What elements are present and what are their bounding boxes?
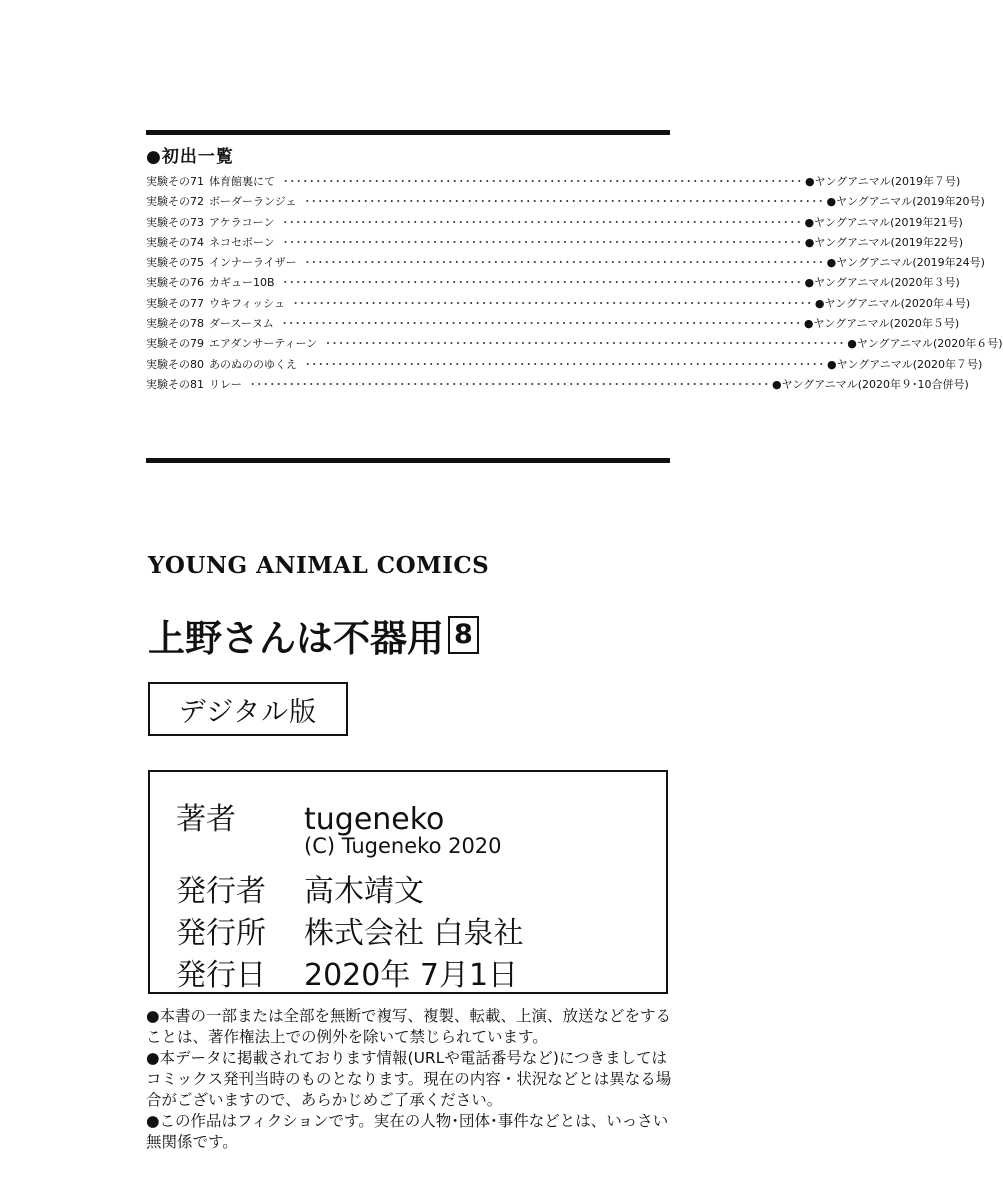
episode-title: ネコセボーン	[209, 235, 275, 249]
episode-number: 実験その77	[146, 296, 204, 310]
book-title-line	[148, 608, 479, 662]
date-label: 発行日	[176, 958, 266, 993]
company-label: 発行所	[176, 916, 266, 951]
magazine-issue: ●ヤングアニマル(2020年３号)	[804, 276, 960, 290]
episode-number: 実験その81	[146, 377, 204, 391]
episode-number: 実験その79	[146, 337, 204, 351]
episode-number: 実験その78	[146, 317, 204, 331]
episode-number: 実験その75	[146, 256, 204, 270]
edition-badge: デジタル版	[148, 682, 348, 736]
book-title: 上野さんは不器用	[148, 617, 444, 660]
notice-item: ●この作品はフィクションです。実在の人物･団体･事件などとは、いっさい無関係です。	[146, 1112, 669, 1151]
episode-number: 実験その71	[146, 175, 204, 188]
leader-dots: ････････････････････････････････････････････････････････････････････････････････	[304, 256, 825, 270]
first-publication-entry	[146, 335, 1003, 355]
episode-title: リレー	[209, 377, 242, 391]
first-publication-heading: ●初出一覧	[146, 147, 234, 167]
leader-dots: ････････････････････････････････････････････････････････････････････････････････	[282, 276, 803, 290]
magazine-issue: ●ヤングアニマル(2019年７号)	[805, 175, 961, 188]
magazine-issue: ●ヤングアニマル(2020年４号)	[814, 296, 971, 310]
episode-title: カギュー10B	[209, 276, 275, 290]
episode-title: ボーダーランジェ	[209, 195, 297, 209]
magazine-issue: ●ヤングアニマル(2019年21号)	[804, 215, 963, 229]
episode-title: あのぬののゆくえ	[209, 357, 297, 371]
magazine-issue: ●ヤングアニマル(2019年20号)	[826, 195, 985, 209]
episode-title: エアダンサーティーン	[209, 337, 318, 351]
colophon-box	[148, 770, 668, 994]
leader-dots: ････････････････････････････････････････････････････････････････････････････････	[282, 215, 803, 229]
publisher-row	[176, 866, 424, 910]
episode-number: 実験その72	[146, 195, 204, 209]
episode-number: 実験その73	[146, 215, 204, 229]
company-value: 株式会社 白泉社	[304, 916, 524, 951]
magazine-issue: ●ヤングアニマル(2020年６号)	[847, 337, 1003, 351]
notice-item: ●本書の一部または全部を無断で複写、複製、転載、上演、放送などをすることは、著作権法上での例外を除いて禁じられています。	[146, 1007, 672, 1046]
leader-dots: ････････････････････････････････････････････････････････････････････････････････	[282, 235, 803, 249]
top-rule	[146, 130, 670, 135]
leader-dots: ････････････････････････････････････････････････････････････････････････････････	[250, 377, 770, 391]
episode-title: ウキフィッシュ	[209, 296, 285, 310]
magazine-issue: ●ヤングアニマル(2020年９･10合併号)	[772, 377, 969, 391]
episode-number: 実験その80	[146, 357, 204, 371]
author-value: tugeneko	[304, 802, 445, 837]
publisher-label: 発行者	[176, 874, 266, 909]
magazine-issue: ●ヤングアニマル(2020年７号)	[827, 357, 983, 371]
publisher-value: 高木靖文	[304, 874, 424, 909]
first-publication-entry	[146, 315, 960, 335]
episode-number: 実験その76	[146, 276, 204, 290]
series-name: YOUNG ANIMAL COMICS	[148, 552, 490, 579]
first-publication-entry	[146, 274, 960, 294]
episode-title: インナーライザー	[209, 256, 297, 270]
first-publication-entry	[146, 254, 985, 274]
magazine-issue: ●ヤングアニマル(2019年24号)	[826, 256, 985, 270]
date-value: 2020年 7月1日	[304, 958, 519, 993]
first-publication-entry	[146, 214, 963, 234]
magazine-issue: ●ヤングアニマル(2019年22号)	[804, 235, 964, 249]
first-publication-entry	[146, 376, 969, 396]
leader-dots: ････････････････････････････････････････････････････････････････････････････････	[305, 357, 825, 371]
leader-dots: ････････････････････････････････････････････････････････････････････････････････	[292, 296, 813, 310]
copyright-line: (C) Tugeneko 2020	[304, 834, 502, 858]
episode-title: ダースーヌム	[209, 317, 274, 331]
first-publication-entry	[146, 193, 985, 213]
first-publication-entry	[146, 356, 983, 376]
leader-dots: ････････････････････････････････････････････････････････････････････････････････	[283, 175, 803, 188]
episode-number: 実験その74	[146, 235, 204, 249]
leader-dots: ････････････････････････････････････････････････････････････････････････････････	[304, 195, 825, 209]
bottom-rule	[146, 458, 670, 463]
date-row	[176, 950, 518, 994]
volume-badge: 8	[448, 616, 479, 654]
notices-list	[146, 1006, 682, 1153]
company-row	[176, 908, 524, 952]
first-publication-entry	[146, 295, 971, 315]
leader-dots: ････････････････････････････････････････････････････････････････････････････････	[281, 317, 802, 331]
episode-title: アケラコーン	[209, 215, 275, 229]
first-publication-list	[146, 173, 1003, 396]
episode-title: 体育館裏にて	[209, 175, 275, 188]
first-publication-entry	[146, 173, 961, 193]
magazine-issue: ●ヤングアニマル(2020年５号)	[803, 317, 960, 331]
author-row	[176, 794, 444, 838]
notice-item: ●本データに掲載されております情報(URLや電話番号など)につきましてはコミックス発刊当時のものとなります。現在の内容・状況などとは異なる場合がございますので、あらかじめご了承ください。	[146, 1049, 672, 1109]
leader-dots: ････････････････････････････････････････････････････････････････････････････････	[325, 337, 846, 351]
author-label: 著者	[176, 802, 236, 837]
first-publication-entry	[146, 234, 964, 254]
